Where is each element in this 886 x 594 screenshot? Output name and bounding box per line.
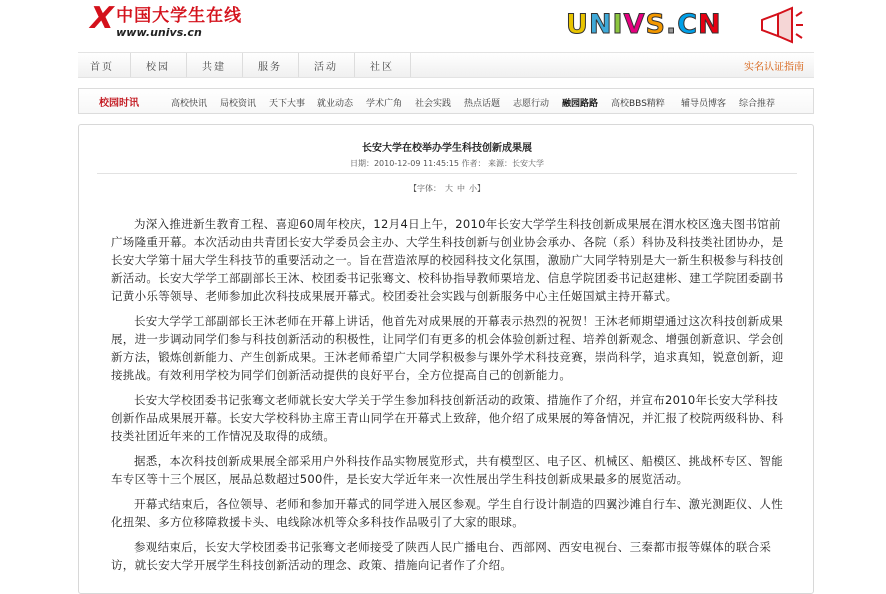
font-size-switcher: [79, 183, 815, 194]
megaphone-icon: [756, 6, 804, 44]
campus-link[interactable]: 综合推荐: [739, 99, 776, 109]
nav-item-cobuild[interactable]: 共建: [202, 62, 226, 73]
logo-mark-icon: X: [86, 1, 117, 36]
article-title: 长安大学在校举办学生科技创新成果展: [362, 143, 532, 154]
campus-link[interactable]: 志愿行动: [513, 99, 550, 109]
campus-link[interactable]: 学术广角: [366, 99, 403, 109]
article-paragraph: 长安大学学工部副部长王沐老师在开幕上讲话，他首先对成果展的开幕表示热烈的祝贺！王沐老师期望通过这次科技创新成果展，进一步调动同学们参与科技创新活动的积极性，让同学们有更多的机会体验创新过程、培养创新观念、增强创新意识、学会创新方法，锻炼创新能力、产生创新成果。王沐老师希望广大同学积极参与课外学术科技竞赛，崇尚科学，追求真知，锐意创新，迎接挑战。有效利用学校为同学们创新活动提供的良好平台，全方位提高自己的创新能力。: [111, 314, 784, 382]
nav-item-community[interactable]: 社区: [370, 62, 394, 73]
nav-divider: [130, 53, 131, 77]
brand-letter: I: [612, 9, 624, 40]
font-large-link[interactable]: 大: [445, 184, 453, 193]
brand-letter: N: [588, 9, 613, 40]
nav-item-activity[interactable]: 活动: [314, 62, 338, 73]
main-nav: [78, 52, 814, 78]
campus-link[interactable]: 融园路路: [562, 99, 599, 109]
campus-news-bar: [78, 88, 814, 114]
article-paragraph: 长安大学校团委书记张骞文老师就长安大学关于学生参加科技创新活动的政策、措施作了介绍，并宣布2010年长安大学科技创新作品成果展开幕。长安大学校科协主席王青山同学在开幕式上致辞，他介绍了成果展的筹备情况，并汇报了校院两级科协、科技类社团近年来的工作情况及取得的成绩。: [111, 393, 784, 443]
site-logo[interactable]: [86, 1, 243, 40]
article-paragraph: 参观结束后，长安大学校团委书记张骞文老师接受了陕西人民广播电台、西部网、西安电视台、三秦都市报等媒体的联合采访，就长安大学开展学生科技创新活动的理念、政策、措施向记者作了介绍。: [111, 540, 772, 572]
page-container: [78, 0, 814, 572]
brand-wordmark: [566, 8, 722, 42]
nav-item-home[interactable]: 首页: [90, 62, 114, 73]
article-paragraph: 为深入推进新生教育工程、喜迎60周年校庆，12月4日上午，2010年长安大学学生科技创新成果展在渭水校区逸夫图书馆前广场隆重开幕。本次活动由共青团长安大学委员会主办、大学生科技创新与创业协会承办、各院（系）科协及科技类社团协办，是长安大学第十届大学生科技节的重要活动之一。旨在营造浓厚的校园科技文化氛围，激励广大同学特别是大一新生积极参与科技创新活动。长安大学学工部副部长王沐、校团委书记张骞文、校科协指导教师栗培龙、信息学院团委书记赵建彬、建工学院团委副书记黄小乐等领导、老师参加此次科技成果展开幕式。校团委社会实践与创新服务中心主任姬国斌主持开幕式。: [111, 217, 784, 303]
brand-letter: V: [623, 9, 646, 40]
campus-link[interactable]: 就业动态: [317, 99, 354, 109]
nav-divider: [410, 53, 411, 77]
article-body: [111, 215, 787, 581]
campus-bar-title: 校园时讯: [99, 98, 139, 109]
font-size-label: 【字体：: [409, 184, 441, 193]
nav-divider: [298, 53, 299, 77]
article-meta: 日期：2010-12-09 11:45:15 作者： 来源：长安大学: [349, 159, 545, 168]
brand-letter: N: [698, 9, 722, 40]
brand-letter: U: [566, 9, 589, 40]
nav-item-service[interactable]: 服务: [258, 62, 282, 73]
campus-link[interactable]: 辅导员博客: [681, 99, 727, 109]
campus-link[interactable]: 局校资讯: [220, 99, 257, 109]
campus-link[interactable]: 高校BBS精粹: [611, 99, 665, 109]
campus-link[interactable]: 热点话题: [464, 99, 501, 109]
campus-link[interactable]: 社会实践: [415, 99, 452, 109]
font-small-link[interactable]: 小】: [469, 184, 485, 193]
nav-divider: [186, 53, 187, 77]
brand-letter: .: [665, 9, 678, 40]
nav-item-campus[interactable]: 校园: [146, 62, 170, 73]
site-header: [78, 0, 814, 50]
logo-name: 中国大学生在线: [116, 6, 243, 26]
divider: [97, 173, 797, 174]
font-medium-link[interactable]: 中: [457, 184, 465, 193]
logo-url: www.univs.cn: [116, 26, 202, 39]
article-paragraph: 开幕式结束后，各位领导、老师和参加开幕式的同学进入展区参观。学生自行设计制造的四翼沙滩自行车、激光测距仪、人性化扭架、多方位移障救援卡头、电线除冰机等众多科技作品吸引了大家的眼球。: [111, 497, 783, 529]
brand-letter: C: [677, 9, 699, 40]
nav-divider: [242, 53, 243, 77]
nav-divider: [354, 53, 355, 77]
article-panel: [78, 124, 814, 594]
brand-letter: S: [645, 9, 666, 40]
real-name-guide-link[interactable]: 实名认证指南: [744, 62, 804, 73]
article-paragraph: 据悉，本次科技创新成果展全部采用户外科技作品实物展览形式，共有模型区、电子区、机械区、船模区、挑战杯专区、智能车专区等十三个展区，展品总数超过500件，是长安大学近年来一次性展出学生科技创新成果最多的展览活动。: [111, 454, 783, 486]
campus-link[interactable]: 天下大事: [269, 99, 306, 109]
campus-link[interactable]: 高校快讯: [171, 99, 208, 109]
